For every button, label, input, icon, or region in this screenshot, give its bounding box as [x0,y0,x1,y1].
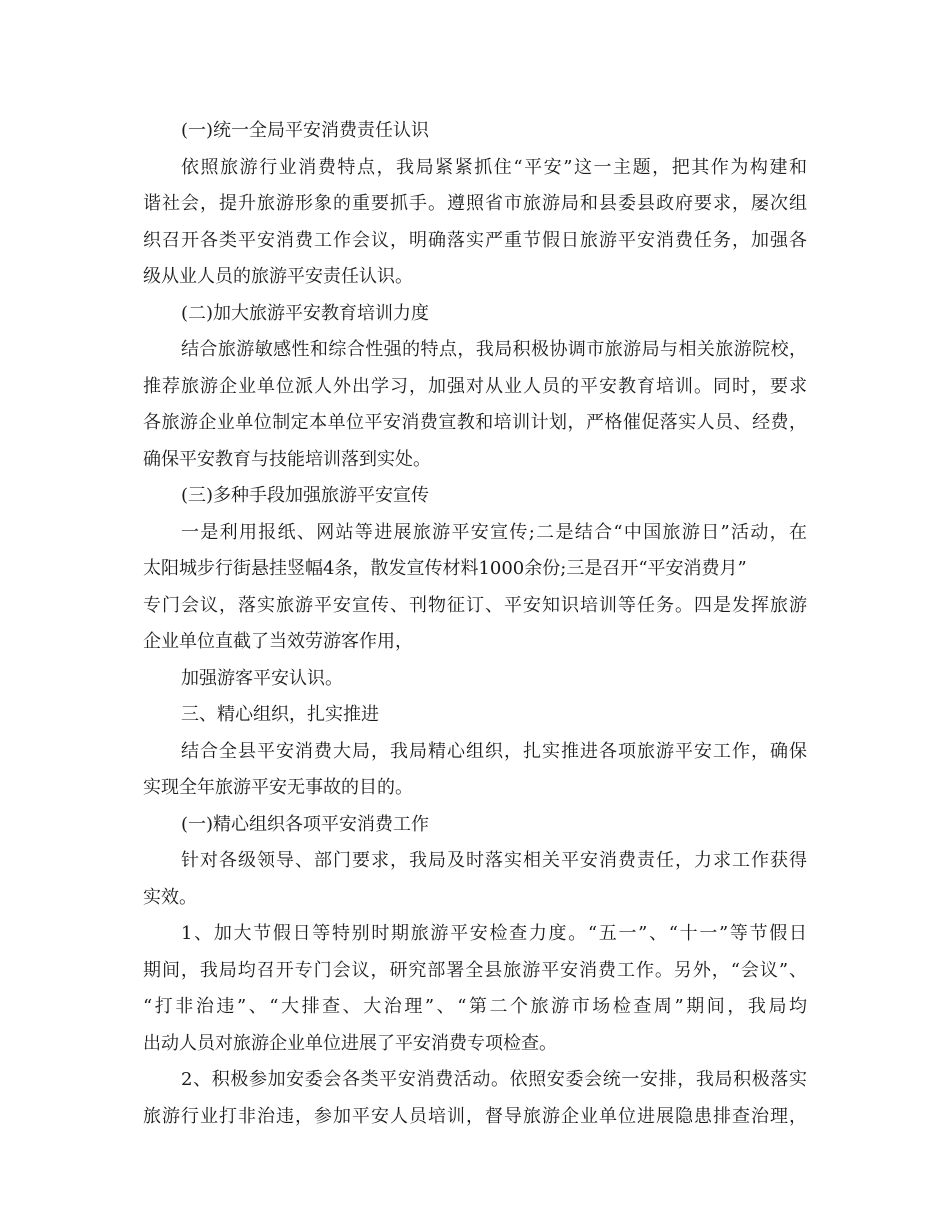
text-line: 推荐旅游企业单位派人外出学习，加强对从业人员的平安教育培训。同时，要求 [143,375,807,397]
text-line: 期间，我局均召开专门会议，研究部署全县旅游平安消费工作。另外，“会议”、 [143,959,807,981]
text-line: 谐社会，提升旅游形象的重要抓手。遵照省市旅游局和县委县政府要求，屡次组 [143,193,807,214]
text-line: 级从业人员的旅游平安责任认识。 [143,266,413,287]
text-line: 一是利用报纸、网站等进展旅游平安宣传;二是结合“中国旅游日”活动，在 [181,521,807,543]
text-line: 企业单位直截了当效劳游客作用， [143,631,413,652]
text-line: 三、精心组织，扎实推进 [181,704,379,725]
text-line: (二)加大旅游平安教育培训力度 [181,302,430,324]
text-line: (三)多种手段加强旅游平安宣传 [181,485,430,506]
text-line: 各旅游企业单位制定本单位平安消费宣教和培训计划，严格催促落实人员、经费， [143,412,807,433]
text-line: 实现全年旅游平安无事故的目的。 [143,777,413,798]
text-line: 加强游客平安认识。 [181,667,343,689]
text-line: 针对各级领导、部门要求，我局及时落实相关平安消费责任，力求工作获得 [181,850,807,871]
text-line: 旅游行业打非治违，参加平安人员培训，督导旅游企业单位进展隐患排查治理， [143,1105,807,1127]
text-line: 2、积极参加安委会各类平安消费活动。依照安委会统一安排，我局积极落实 [181,1069,807,1090]
text-line: 实效。 [143,886,197,908]
text-line: 织召开各类平安消费工作会议，明确落实严重节假日旅游平安消费任务，加强各 [143,229,807,251]
text-line: 专门会议，落实旅游平安宣传、刊物征订、平安知识培训等任务。四是发挥旅游 [143,594,807,616]
text-line: (一)统一全局平安消费责任认识 [181,120,430,141]
document-body [143,113,807,1135]
text-line: “打非治违”、“大排查、大治理”、“第二个旅游市场检查周”期间，我局均 [143,996,807,1017]
text-line: (一)精心组织各项平安消费工作 [181,813,430,835]
text-line: 结合全县平安消费大局，我局精心组织，扎实推进各项旅游平安工作，确保 [181,740,807,762]
text-line: 依照旅游行业消费特点，我局紧紧抓住“平安”这一主题，把其作为构建和 [181,156,807,178]
text-line: 1、加大节假日等特别时期旅游平安检查力度。“五一”、“十一”等节假日 [181,923,807,944]
text-line: 出动人员对旅游企业单位进展了平安消费专项检查。 [143,1032,557,1054]
text-line: 太阳城步行街悬挂竖幅4条，散发宣传材料1000余份;三是召开“平安消费月” [143,558,747,579]
text-line: 结合旅游敏感性和综合性强的特点，我局积极协调市旅游局与相关旅游院校， [181,339,807,360]
text-line: 确保平安教育与技能培训落到实处。 [143,448,431,470]
